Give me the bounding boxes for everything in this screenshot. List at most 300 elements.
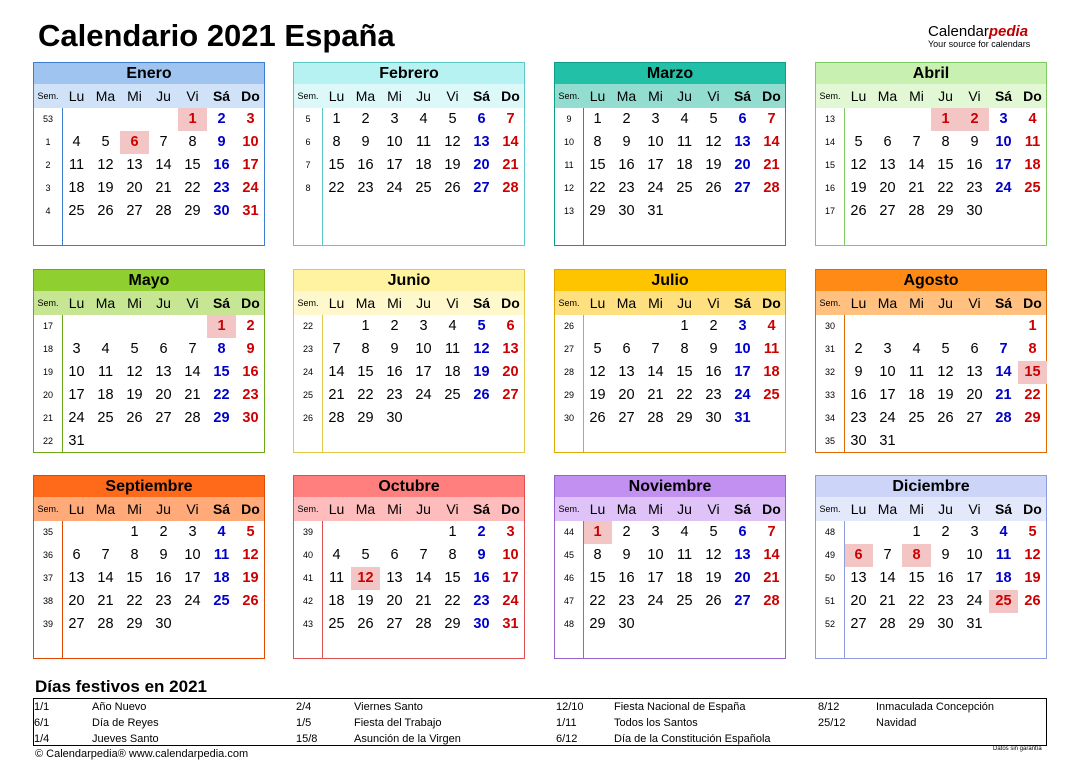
day-cell[interactable]: 10	[502, 547, 519, 563]
day-cell[interactable]: 6	[506, 318, 515, 334]
day-cell[interactable]: 20	[126, 180, 143, 196]
day-cell[interactable]: 6	[970, 341, 979, 357]
day-cell[interactable]: 29	[1024, 410, 1041, 426]
day-cell[interactable]: 1	[448, 524, 457, 540]
day-cell[interactable]: 24	[386, 180, 403, 196]
day-cell[interactable]: 21	[184, 387, 201, 403]
day-cell[interactable]: 5	[854, 134, 863, 150]
day-cell[interactable]: 7	[419, 547, 428, 563]
day-cell[interactable]: 5	[709, 111, 718, 127]
day-cell[interactable]: 23	[213, 180, 230, 196]
day-cell[interactable]: 18	[213, 570, 230, 586]
day-cell[interactable]: 18	[444, 364, 461, 380]
day-cell[interactable]: 3	[651, 524, 660, 540]
day-cell[interactable]: 29	[444, 616, 461, 632]
day-cell[interactable]: 1	[332, 111, 341, 127]
day-cell[interactable]: 19	[937, 387, 954, 403]
day-cell[interactable]: 26	[589, 410, 606, 426]
day-cell[interactable]: 7	[767, 524, 776, 540]
day-cell[interactable]: 13	[502, 341, 519, 357]
day-cell[interactable]: 21	[155, 180, 172, 196]
day-cell[interactable]: 2	[361, 111, 370, 127]
day-cell[interactable]: 12	[473, 341, 490, 357]
day-cell[interactable]: 18	[995, 570, 1012, 586]
day-cell[interactable]: 6	[738, 111, 747, 127]
day-cell[interactable]: 7	[332, 341, 341, 357]
day-cell[interactable]: 10	[68, 364, 85, 380]
day-cell[interactable]: 21	[328, 387, 345, 403]
day-cell[interactable]: 25	[989, 590, 1018, 613]
day-cell[interactable]: 8	[593, 547, 602, 563]
day-cell[interactable]: 28	[155, 203, 172, 219]
day-cell[interactable]: 16	[618, 570, 635, 586]
day-cell[interactable]: 9	[622, 134, 631, 150]
day-cell[interactable]: 28	[415, 616, 432, 632]
day-cell[interactable]: 6	[738, 524, 747, 540]
day-cell[interactable]: 2	[854, 341, 863, 357]
day-cell[interactable]: 21	[97, 593, 114, 609]
day-cell[interactable]: 30	[213, 203, 230, 219]
day-cell[interactable]: 11	[995, 547, 1012, 563]
day-cell[interactable]: 2	[390, 318, 399, 334]
day-cell[interactable]: 17	[879, 387, 896, 403]
day-cell[interactable]: 22	[126, 593, 143, 609]
day-cell[interactable]: 19	[589, 387, 606, 403]
day-cell[interactable]: 1	[912, 524, 921, 540]
day-cell[interactable]: 9	[361, 134, 370, 150]
day-cell[interactable]: 29	[357, 410, 374, 426]
day-cell[interactable]: 18	[68, 180, 85, 196]
day-cell[interactable]: 3	[72, 341, 81, 357]
day-cell[interactable]: 4	[680, 524, 689, 540]
day-cell[interactable]: 13	[473, 134, 490, 150]
day-cell[interactable]: 19	[242, 570, 259, 586]
day-cell[interactable]: 9	[854, 364, 863, 380]
day-cell[interactable]: 4	[448, 318, 457, 334]
day-cell[interactable]: 21	[502, 157, 519, 173]
day-cell[interactable]: 13	[126, 157, 143, 173]
day-cell[interactable]: 12	[126, 364, 143, 380]
day-cell[interactable]: 29	[676, 410, 693, 426]
day-cell[interactable]: 22	[589, 593, 606, 609]
day-cell[interactable]: 4	[1028, 111, 1037, 127]
day-cell[interactable]: 8	[188, 134, 197, 150]
day-cell[interactable]: 24	[966, 593, 983, 609]
day-cell[interactable]: 15	[589, 157, 606, 173]
day-cell[interactable]: 10	[995, 134, 1012, 150]
day-cell[interactable]: 22	[676, 387, 693, 403]
brand-logo[interactable]	[928, 24, 1030, 49]
day-cell[interactable]: 9	[217, 134, 226, 150]
day-cell[interactable]: 16	[966, 157, 983, 173]
day-cell[interactable]: 30	[966, 203, 983, 219]
day-cell[interactable]: 16	[213, 157, 230, 173]
day-cell[interactable]: 2	[960, 108, 989, 131]
day-cell[interactable]: 31	[68, 433, 85, 449]
day-cell[interactable]: 25	[444, 387, 461, 403]
day-cell[interactable]: 15	[357, 364, 374, 380]
day-cell[interactable]: 27	[618, 410, 635, 426]
day-cell[interactable]: 3	[390, 111, 399, 127]
day-cell[interactable]: 5	[130, 341, 139, 357]
day-cell[interactable]: 28	[879, 616, 896, 632]
day-cell[interactable]: 3	[419, 318, 428, 334]
day-cell[interactable]: 23	[618, 593, 635, 609]
day-cell[interactable]: 25	[97, 410, 114, 426]
day-cell[interactable]: 18	[908, 387, 925, 403]
day-cell[interactable]: 28	[97, 616, 114, 632]
day-cell[interactable]: 9	[709, 341, 718, 357]
day-cell[interactable]: 14	[647, 364, 664, 380]
day-cell[interactable]: 1	[361, 318, 370, 334]
day-cell[interactable]: 19	[126, 387, 143, 403]
day-cell[interactable]: 21	[908, 180, 925, 196]
day-cell[interactable]: 1	[178, 108, 207, 131]
day-cell[interactable]: 18	[415, 157, 432, 173]
day-cell[interactable]: 9	[159, 547, 168, 563]
day-cell[interactable]: 15	[1018, 361, 1047, 384]
day-cell[interactable]: 2	[622, 524, 631, 540]
day-cell[interactable]: 22	[357, 387, 374, 403]
day-cell[interactable]: 12	[705, 547, 722, 563]
day-cell[interactable]: 12	[589, 364, 606, 380]
day-cell[interactable]: 7	[883, 547, 892, 563]
day-cell[interactable]: 26	[850, 203, 867, 219]
day-cell[interactable]: 26	[705, 180, 722, 196]
day-cell[interactable]: 22	[444, 593, 461, 609]
day-cell[interactable]: 10	[184, 547, 201, 563]
day-cell[interactable]: 26	[357, 616, 374, 632]
day-cell[interactable]: 17	[242, 157, 259, 173]
day-cell[interactable]: 26	[937, 410, 954, 426]
day-cell[interactable]: 15	[184, 157, 201, 173]
day-cell[interactable]: 30	[618, 616, 635, 632]
day-cell[interactable]: 16	[850, 387, 867, 403]
day-cell[interactable]: 12	[705, 134, 722, 150]
day-cell[interactable]: 14	[763, 134, 780, 150]
day-cell[interactable]: 11	[1024, 134, 1041, 150]
day-cell[interactable]: 23	[618, 180, 635, 196]
day-cell[interactable]: 19	[850, 180, 867, 196]
day-cell[interactable]: 7	[651, 341, 660, 357]
day-cell[interactable]: 21	[995, 387, 1012, 403]
day-cell[interactable]: 3	[188, 524, 197, 540]
day-cell[interactable]: 2	[159, 524, 168, 540]
day-cell[interactable]: 24	[184, 593, 201, 609]
day-cell[interactable]: 5	[709, 524, 718, 540]
day-cell[interactable]: 26	[444, 180, 461, 196]
day-cell[interactable]: 5	[448, 111, 457, 127]
day-cell[interactable]: 25	[763, 387, 780, 403]
day-cell[interactable]: 8	[361, 341, 370, 357]
day-cell[interactable]: 20	[155, 387, 172, 403]
day-cell[interactable]: 19	[1024, 570, 1041, 586]
day-cell[interactable]: 3	[883, 341, 892, 357]
day-cell[interactable]: 30	[473, 616, 490, 632]
day-cell[interactable]: 15	[328, 157, 345, 173]
day-cell[interactable]: 9	[390, 341, 399, 357]
day-cell[interactable]: 25	[213, 593, 230, 609]
day-cell[interactable]: 21	[647, 387, 664, 403]
day-cell[interactable]: 8	[448, 547, 457, 563]
day-cell[interactable]: 4	[101, 341, 110, 357]
day-cell[interactable]: 29	[937, 203, 954, 219]
day-cell[interactable]: 1	[583, 521, 612, 544]
day-cell[interactable]: 4	[332, 547, 341, 563]
day-cell[interactable]: 17	[647, 157, 664, 173]
day-cell[interactable]: 20	[879, 180, 896, 196]
day-cell[interactable]: 31	[966, 616, 983, 632]
day-cell[interactable]: 25	[68, 203, 85, 219]
day-cell[interactable]: 9	[246, 341, 255, 357]
day-cell[interactable]: 16	[155, 570, 172, 586]
day-cell[interactable]: 26	[705, 593, 722, 609]
day-cell[interactable]: 3	[999, 111, 1008, 127]
day-cell[interactable]: 27	[879, 203, 896, 219]
day-cell[interactable]: 20	[966, 387, 983, 403]
day-cell[interactable]: 21	[879, 593, 896, 609]
day-cell[interactable]: 10	[647, 134, 664, 150]
day-cell[interactable]: 14	[502, 134, 519, 150]
day-cell[interactable]: 11	[97, 364, 114, 380]
day-cell[interactable]: 19	[705, 157, 722, 173]
day-cell[interactable]: 25	[328, 616, 345, 632]
day-cell[interactable]: 29	[589, 203, 606, 219]
day-cell[interactable]: 31	[647, 203, 664, 219]
day-cell[interactable]: 3	[246, 111, 255, 127]
day-cell[interactable]: 13	[734, 134, 751, 150]
day-cell[interactable]: 31	[734, 410, 751, 426]
day-cell[interactable]: 22	[328, 180, 345, 196]
day-cell[interactable]: 8	[680, 341, 689, 357]
day-cell[interactable]: 14	[415, 570, 432, 586]
day-cell[interactable]: 2	[217, 111, 226, 127]
day-cell[interactable]: 16	[386, 364, 403, 380]
day-cell[interactable]: 7	[999, 341, 1008, 357]
day-cell[interactable]: 8	[332, 134, 341, 150]
day-cell[interactable]: 29	[184, 203, 201, 219]
day-cell[interactable]: 6	[883, 134, 892, 150]
day-cell[interactable]: 30	[618, 203, 635, 219]
day-cell[interactable]: 24	[879, 410, 896, 426]
day-cell[interactable]: 23	[966, 180, 983, 196]
day-cell[interactable]: 1	[680, 318, 689, 334]
day-cell[interactable]: 14	[908, 157, 925, 173]
day-cell[interactable]: 8	[902, 544, 931, 567]
day-cell[interactable]: 16	[618, 157, 635, 173]
day-cell[interactable]: 9	[622, 547, 631, 563]
day-cell[interactable]: 31	[879, 433, 896, 449]
day-cell[interactable]: 17	[995, 157, 1012, 173]
day-cell[interactable]: 20	[850, 593, 867, 609]
day-cell[interactable]: 14	[879, 570, 896, 586]
day-cell[interactable]: 22	[1024, 387, 1041, 403]
day-cell[interactable]: 19	[705, 570, 722, 586]
day-cell[interactable]: 8	[941, 134, 950, 150]
day-cell[interactable]: 22	[589, 180, 606, 196]
day-cell[interactable]: 13	[618, 364, 635, 380]
day-cell[interactable]: 15	[444, 570, 461, 586]
day-cell[interactable]: 23	[155, 593, 172, 609]
day-cell[interactable]: 27	[473, 180, 490, 196]
day-cell[interactable]: 6	[120, 131, 149, 154]
day-cell[interactable]: 4	[999, 524, 1008, 540]
day-cell[interactable]: 5	[941, 341, 950, 357]
day-cell[interactable]: 26	[97, 203, 114, 219]
day-cell[interactable]: 20	[386, 593, 403, 609]
day-cell[interactable]: 15	[126, 570, 143, 586]
day-cell[interactable]: 16	[357, 157, 374, 173]
day-cell[interactable]: 15	[213, 364, 230, 380]
day-cell[interactable]: 7	[101, 547, 110, 563]
day-cell[interactable]: 14	[763, 547, 780, 563]
day-cell[interactable]: 23	[937, 593, 954, 609]
day-cell[interactable]: 10	[966, 547, 983, 563]
day-cell[interactable]: 11	[415, 134, 432, 150]
day-cell[interactable]: 11	[213, 547, 230, 563]
day-cell[interactable]: 29	[589, 616, 606, 632]
day-cell[interactable]: 6	[159, 341, 168, 357]
day-cell[interactable]: 27	[68, 616, 85, 632]
day-cell[interactable]: 11	[444, 341, 461, 357]
day-cell[interactable]: 2	[246, 318, 255, 334]
day-cell[interactable]: 15	[937, 157, 954, 173]
day-cell[interactable]: 18	[763, 364, 780, 380]
day-cell[interactable]: 10	[386, 134, 403, 150]
day-cell[interactable]: 13	[850, 570, 867, 586]
day-cell[interactable]: 20	[734, 570, 751, 586]
day-cell[interactable]: 9	[970, 134, 979, 150]
day-cell[interactable]: 27	[126, 203, 143, 219]
day-cell[interactable]: 10	[415, 341, 432, 357]
day-cell[interactable]: 4	[72, 134, 81, 150]
day-cell[interactable]: 13	[386, 570, 403, 586]
day-cell[interactable]: 25	[676, 180, 693, 196]
day-cell[interactable]: 26	[473, 387, 490, 403]
day-cell[interactable]: 27	[850, 616, 867, 632]
day-cell[interactable]: 3	[970, 524, 979, 540]
day-cell[interactable]: 25	[676, 593, 693, 609]
day-cell[interactable]: 14	[995, 364, 1012, 380]
day-cell[interactable]: 23	[473, 593, 490, 609]
day-cell[interactable]: 5	[101, 134, 110, 150]
day-cell[interactable]: 10	[879, 364, 896, 380]
day-cell[interactable]: 14	[97, 570, 114, 586]
day-cell[interactable]: 1	[593, 111, 602, 127]
day-cell[interactable]: 6	[844, 544, 873, 567]
day-cell[interactable]: 16	[473, 570, 490, 586]
day-cell[interactable]: 16	[705, 364, 722, 380]
day-cell[interactable]: 24	[502, 593, 519, 609]
day-cell[interactable]: 8	[593, 134, 602, 150]
day-cell[interactable]: 10	[734, 341, 751, 357]
day-cell[interactable]: 17	[502, 570, 519, 586]
day-cell[interactable]: 17	[647, 570, 664, 586]
day-cell[interactable]: 9	[941, 547, 950, 563]
day-cell[interactable]: 2	[709, 318, 718, 334]
day-cell[interactable]: 24	[995, 180, 1012, 196]
day-cell[interactable]: 11	[908, 364, 925, 380]
day-cell[interactable]: 24	[647, 180, 664, 196]
day-cell[interactable]: 17	[734, 364, 751, 380]
day-cell[interactable]: 24	[242, 180, 259, 196]
day-cell[interactable]: 24	[415, 387, 432, 403]
day-cell[interactable]: 14	[184, 364, 201, 380]
day-cell[interactable]: 20	[473, 157, 490, 173]
day-cell[interactable]: 18	[97, 387, 114, 403]
day-cell[interactable]: 24	[68, 410, 85, 426]
day-cell[interactable]: 4	[217, 524, 226, 540]
day-cell[interactable]: 22	[908, 593, 925, 609]
day-cell[interactable]: 16	[242, 364, 259, 380]
day-cell[interactable]: 3	[651, 111, 660, 127]
day-cell[interactable]: 27	[502, 387, 519, 403]
day-cell[interactable]: 11	[68, 157, 85, 173]
day-cell[interactable]: 23	[705, 387, 722, 403]
day-cell[interactable]: 19	[473, 364, 490, 380]
day-cell[interactable]: 7	[912, 134, 921, 150]
day-cell[interactable]: 6	[622, 341, 631, 357]
day-cell[interactable]: 2	[941, 524, 950, 540]
day-cell[interactable]: 27	[386, 616, 403, 632]
day-cell[interactable]: 4	[419, 111, 428, 127]
day-cell[interactable]: 30	[705, 410, 722, 426]
day-cell[interactable]: 8	[130, 547, 139, 563]
day-cell[interactable]: 20	[734, 157, 751, 173]
day-cell[interactable]: 17	[415, 364, 432, 380]
day-cell[interactable]: 11	[763, 341, 780, 357]
day-cell[interactable]: 18	[1024, 157, 1041, 173]
day-cell[interactable]: 23	[242, 387, 259, 403]
day-cell[interactable]: 24	[647, 593, 664, 609]
day-cell[interactable]: 6	[477, 111, 486, 127]
day-cell[interactable]: 10	[647, 547, 664, 563]
day-cell[interactable]: 30	[850, 433, 867, 449]
day-cell[interactable]: 12	[850, 157, 867, 173]
day-cell[interactable]: 30	[937, 616, 954, 632]
day-cell[interactable]: 18	[676, 570, 693, 586]
day-cell[interactable]: 13	[155, 364, 172, 380]
day-cell[interactable]: 29	[126, 616, 143, 632]
day-cell[interactable]: 5	[477, 318, 486, 334]
day-cell[interactable]: 25	[1024, 180, 1041, 196]
day-cell[interactable]: 7	[506, 111, 515, 127]
day-cell[interactable]: 12	[937, 364, 954, 380]
day-cell[interactable]: 25	[415, 180, 432, 196]
day-cell[interactable]: 2	[477, 524, 486, 540]
day-cell[interactable]: 15	[676, 364, 693, 380]
day-cell[interactable]: 11	[328, 570, 345, 586]
day-cell[interactable]: 28	[502, 180, 519, 196]
day-cell[interactable]: 28	[184, 410, 201, 426]
day-cell[interactable]: 6	[72, 547, 81, 563]
day-cell[interactable]: 26	[1024, 593, 1041, 609]
day-cell[interactable]: 20	[618, 387, 635, 403]
day-cell[interactable]: 13	[966, 364, 983, 380]
day-cell[interactable]: 1	[207, 315, 236, 338]
day-cell[interactable]: 12	[1024, 547, 1041, 563]
day-cell[interactable]: 28	[647, 410, 664, 426]
day-cell[interactable]: 28	[763, 180, 780, 196]
day-cell[interactable]: 28	[908, 203, 925, 219]
day-cell[interactable]: 8	[217, 341, 226, 357]
day-cell[interactable]: 26	[126, 410, 143, 426]
day-cell[interactable]: 21	[763, 570, 780, 586]
day-cell[interactable]: 28	[328, 410, 345, 426]
day-cell[interactable]: 20	[502, 364, 519, 380]
day-cell[interactable]: 5	[361, 547, 370, 563]
day-cell[interactable]: 28	[995, 410, 1012, 426]
